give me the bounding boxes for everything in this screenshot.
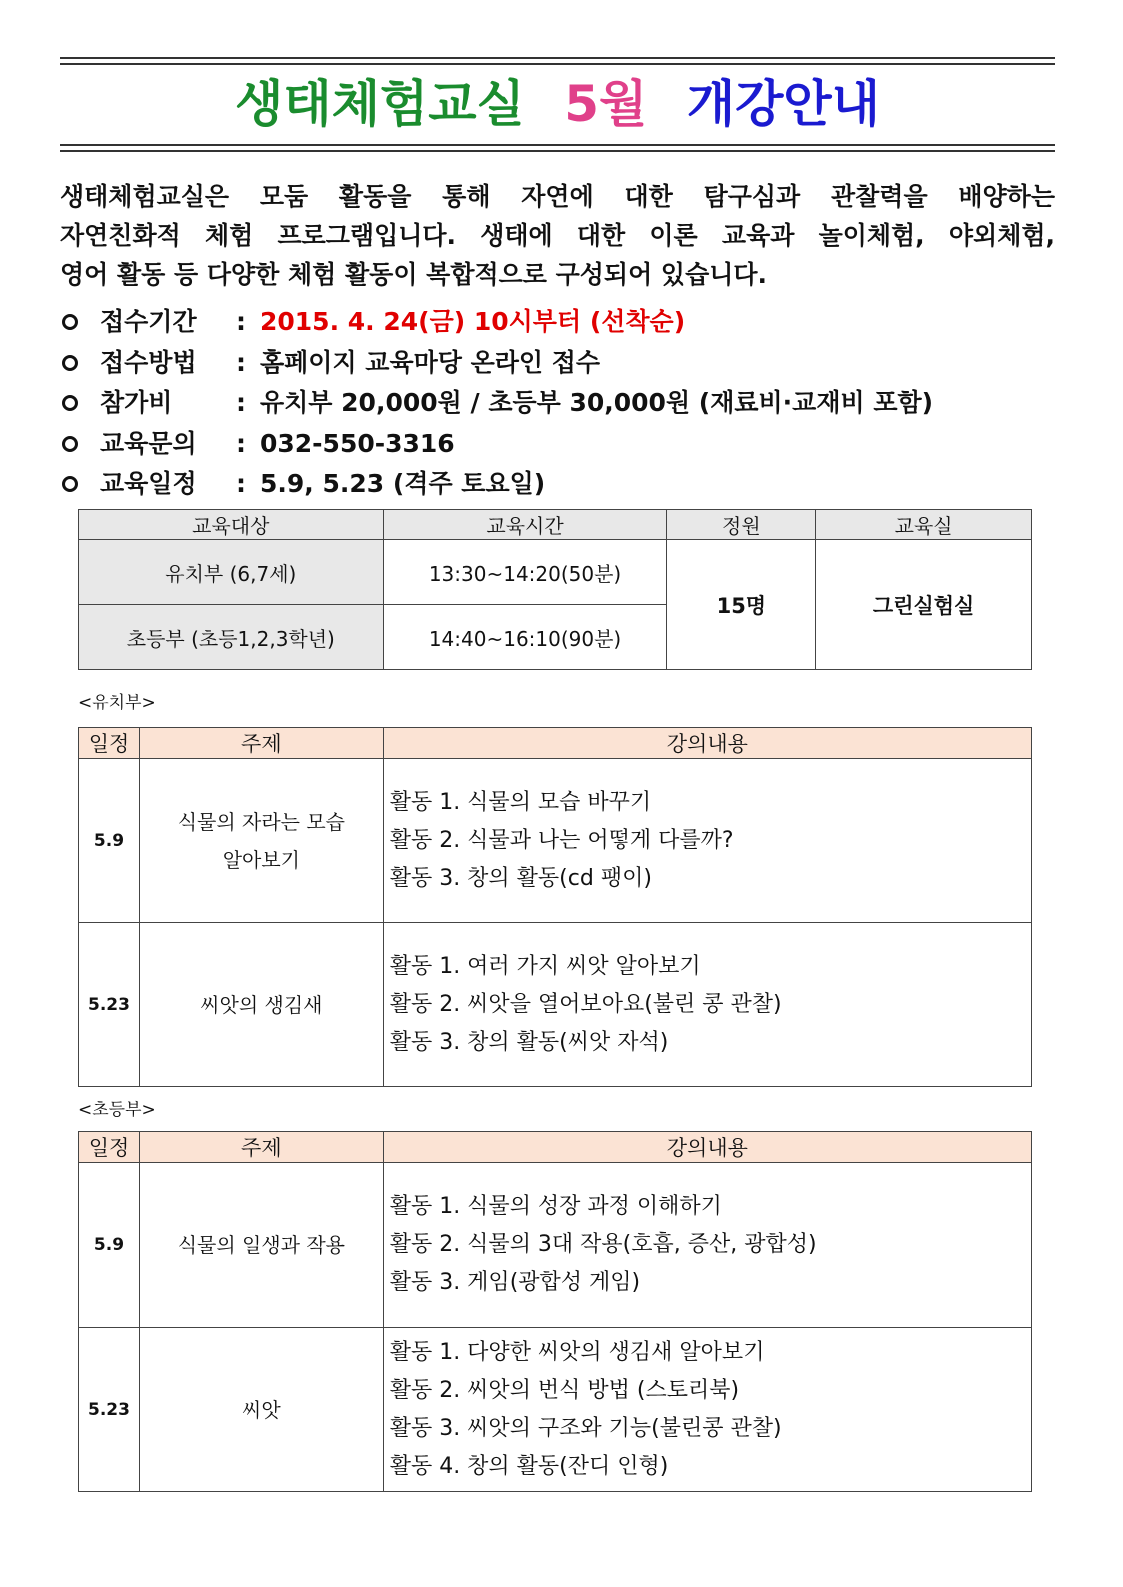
title-rule-bottom-1 — [60, 144, 1055, 146]
topic-line: 식물의 자라는 모습 — [177, 809, 345, 834]
activity-item: 활동 3. 씨앗의 구조와 기능(불린콩 관찰) — [389, 1415, 782, 1441]
info-label: 참가비 — [100, 388, 173, 418]
column-header: 일정 — [79, 728, 140, 759]
activity-item: 활동 2. 씨앗의 번식 방법 (스토리북) — [389, 1377, 740, 1403]
date-cell: 5.9 — [79, 1163, 140, 1328]
info-value: 5.9, 5.23 (격주 토요일) — [260, 469, 546, 499]
table-row — [79, 540, 1032, 605]
column-header: 교육시간 — [383, 510, 667, 540]
topic-cell — [139, 759, 383, 923]
elementary-table — [78, 1131, 1032, 1492]
date-cell: 5.23 — [79, 1328, 140, 1492]
topic-line: 씨앗의 생김새 — [200, 992, 323, 1017]
column-header: 일정 — [79, 1132, 140, 1163]
title-part-3: 개강안내 — [686, 75, 880, 133]
activity-item: 활동 3. 창의 활동(씨앗 자석) — [389, 1029, 669, 1055]
title-part-2: 5월 — [564, 75, 648, 133]
table-header-row — [79, 510, 1032, 540]
info-item-fee — [62, 383, 1057, 424]
info-label: 교육문의 — [100, 428, 197, 458]
circle-bullet-icon — [62, 436, 78, 452]
title-rule-bottom-2 — [60, 150, 1055, 152]
activity-item: 활동 1. 식물의 성장 과정 이해하기 — [389, 1194, 722, 1219]
info-item-schedule — [62, 464, 1057, 505]
circle-bullet-icon — [62, 395, 78, 411]
date-cell: 5.23 — [79, 923, 140, 1087]
circle-bullet-icon — [62, 355, 78, 371]
circle-bullet-icon — [62, 476, 78, 492]
content-cell — [383, 923, 1031, 1087]
table-row — [79, 759, 1032, 923]
info-value: 유치부 20,000원 / 초등부 30,000원 (재료비·교재비 포함) — [260, 388, 934, 418]
circle-bullet-icon — [62, 314, 78, 330]
info-value: 2015. 4. 24(금) 10시부터 (선착순) — [260, 307, 686, 337]
time-cell: 13:30~14:20(50분) — [383, 540, 667, 605]
column-header: 강의내용 — [383, 728, 1031, 759]
info-list — [62, 302, 1057, 505]
column-header: 교육대상 — [79, 510, 384, 540]
info-label: 접수기간 — [100, 307, 197, 337]
colon: : — [236, 388, 246, 418]
kinder-section-label: <유치부> — [78, 693, 156, 713]
activity-item: 활동 4. 창의 활동(잔디 인형) — [389, 1453, 669, 1479]
title-rule-top-2 — [60, 63, 1055, 65]
content-cell — [383, 1328, 1031, 1492]
activity-item: 활동 2. 식물과 나는 어떻게 다를까? — [389, 827, 734, 853]
activity-item: 활동 3. 창의 활동(cd 팽이) — [389, 865, 652, 891]
intro-line: 생태체험교실은 모둠 활동을 통해 자연에 대한 탐구심과 관찰력을 배양하는 — [60, 182, 1055, 211]
activity-item: 활동 1. 여러 가지 씨앗 알아보기 — [389, 953, 701, 979]
content-cell — [383, 1163, 1031, 1328]
intro-paragraph — [60, 177, 1055, 294]
topic-line: 알아보기 — [222, 847, 300, 872]
info-item-contact — [62, 424, 1057, 465]
column-header: 강의내용 — [383, 1132, 1031, 1163]
elementary-section-label: <초등부> — [78, 1100, 156, 1120]
topic-cell — [139, 923, 383, 1087]
kinder-table — [78, 727, 1032, 1087]
column-header: 교육실 — [816, 510, 1032, 540]
room-cell: 그린실험실 — [816, 540, 1032, 670]
info-item-method — [62, 343, 1057, 384]
title-rule-top-1 — [60, 57, 1055, 59]
column-header: 주제 — [139, 1132, 383, 1163]
topic-line: 씨앗 — [242, 1397, 281, 1422]
time-cell: 14:40~16:10(90분) — [383, 605, 667, 670]
capacity-cell: 15명 — [667, 540, 816, 670]
info-label: 접수방법 — [100, 347, 197, 377]
intro-line: 영어 활동 등 다양한 체험 활동이 복합적으로 구성되어 있습니다. — [60, 260, 768, 289]
table-row — [79, 1328, 1032, 1492]
date-cell: 5.9 — [79, 759, 140, 923]
table-row — [79, 1163, 1032, 1328]
info-value: 032-550-3316 — [260, 428, 455, 458]
topic-line: 식물의 일생과 작용 — [177, 1233, 345, 1257]
activity-item: 활동 1. 다양한 씨앗의 생김새 알아보기 — [389, 1339, 765, 1365]
activity-item: 활동 1. 식물의 모습 바꾸기 — [389, 789, 652, 815]
colon: : — [236, 428, 246, 458]
activity-item: 활동 2. 식물의 3대 작용(호흡, 증산, 광합성) — [389, 1232, 817, 1257]
target-cell: 초등부 (초등1,2,3학년) — [79, 605, 384, 670]
column-header: 정원 — [667, 510, 816, 540]
colon: : — [236, 307, 246, 337]
colon: : — [236, 469, 246, 499]
activity-item: 활동 2. 씨앗을 열어보아요(불린 콩 관찰) — [389, 991, 782, 1017]
info-label: 교육일정 — [100, 469, 197, 499]
intro-line: 자연친화적 체험 프로그램입니다. 생태에 대한 이론 교육과 놀이체험, 야외체험, — [60, 221, 1055, 250]
target-cell: 유치부 (6,7세) — [79, 540, 384, 605]
page-title — [60, 72, 1055, 136]
activity-item: 활동 3. 게임(광합성 게임) — [389, 1270, 641, 1295]
content-cell — [383, 759, 1031, 923]
summary-table — [78, 509, 1032, 670]
table-header-row — [79, 1132, 1032, 1163]
table-row — [79, 923, 1032, 1087]
info-value: 홈페이지 교육마당 온라인 접수 — [260, 347, 601, 377]
title-part-1: 생태체험교실 — [235, 75, 525, 133]
topic-cell — [139, 1163, 383, 1328]
column-header: 주제 — [139, 728, 383, 759]
table-header-row — [79, 728, 1032, 759]
topic-cell — [139, 1328, 383, 1492]
info-item-period — [62, 302, 1057, 343]
colon: : — [236, 347, 246, 377]
